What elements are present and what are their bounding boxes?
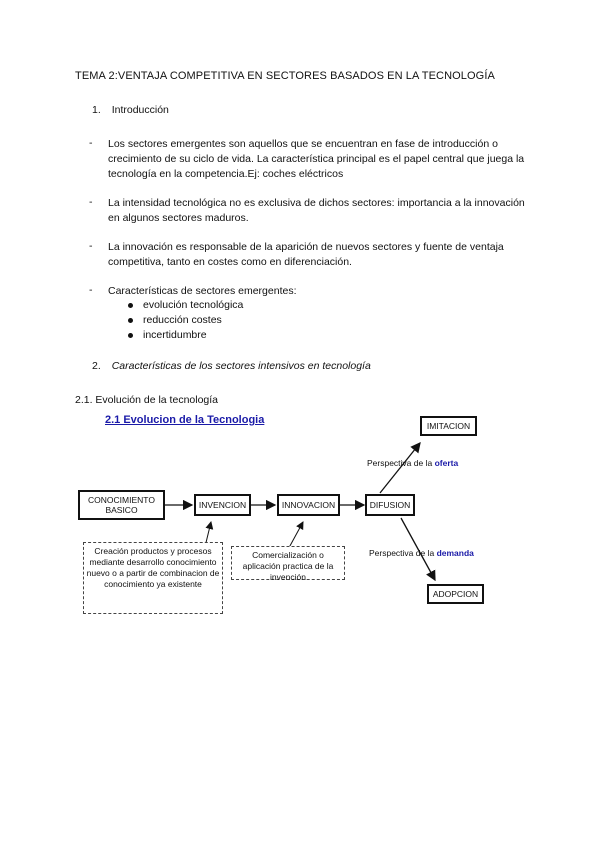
perspectiva-demanda-prefix: Perspectiva de la — [369, 548, 435, 558]
section-1-heading — [92, 104, 169, 116]
bullet-4: Características de sectores emergentes: — [108, 285, 297, 297]
bullet-dot-icon — [128, 318, 133, 323]
section-1-label: Introducción — [111, 104, 169, 116]
bullet-1: Los sectores emergentes son aquellos que se encuentran en fase de introducción o crecimiento de su ciclo de vida. La característica principal es el papel central que juega la tecnología en la competencia.Ej: coches eléctricos — [108, 138, 525, 180]
dash-marker: - — [89, 240, 93, 252]
bullet-3: La innovación es responsable de la aparición de nuevos sectores y fuente de ventaja competitiva, tanto en costes como en diferenciación. — [108, 241, 504, 268]
sub-bullet — [128, 328, 207, 343]
perspectiva-demanda-label — [369, 548, 474, 558]
perspectiva-oferta-prefix: Perspectiva de la — [367, 458, 433, 468]
perspectiva-oferta-label — [367, 458, 458, 468]
diagram-arrows — [75, 408, 495, 658]
dash-marker: - — [89, 196, 93, 208]
box-invencion: INVENCION — [194, 494, 251, 516]
perspectiva-oferta-word: oferta — [434, 458, 459, 468]
sub-bullet — [128, 313, 222, 328]
sub-bullet-text: incertidumbre — [143, 329, 207, 341]
document-title: TEMA 2:VENTAJA COMPETITIVA EN SECTORES BASADOS EN LA TECNOLOGÍA — [75, 70, 495, 82]
sub-bullet — [128, 298, 243, 313]
note-invencion: Creación productos y procesos mediante desarrollo conocimiento nuevo o a partir de combinacion de conocimiento ya existente — [83, 542, 223, 614]
subsection-heading: 2.1. Evolución de la tecnología — [75, 394, 219, 406]
box-adopcion: ADOPCION — [427, 584, 484, 604]
diagram-title: 2.1 Evolucion de la Tecnologia — [105, 414, 265, 426]
perspectiva-demanda-word: demanda — [436, 548, 474, 558]
section-2-label: Características de los sectores intensivos en tecnología — [111, 360, 371, 372]
dash-marker: - — [89, 284, 93, 296]
technology-evolution-diagram — [75, 408, 495, 658]
section-2-heading — [92, 360, 371, 372]
section-1-number: 1. — [92, 104, 101, 116]
box-imitacion: IMITACION — [420, 416, 477, 436]
bullet-2: La intensidad tecnológica no es exclusiva de dichos sectores: importancia a la innovación en algunos sectores maduros. — [108, 197, 525, 224]
box-difusion: DIFUSION — [365, 494, 415, 516]
bullet-dot-icon — [128, 333, 133, 338]
box-innovacion: INNOVACION — [277, 494, 340, 516]
dash-marker: - — [89, 137, 93, 149]
arrow-difusion-imitacion — [380, 443, 420, 493]
note-innovacion: Comercialización o aplicación practica de la invención — [231, 546, 345, 580]
section-2-number: 2. — [92, 360, 101, 372]
bullet-dot-icon — [128, 303, 133, 308]
sub-bullet-text: evolución tecnológica — [143, 299, 244, 311]
sub-bullet-text: reducción costes — [143, 314, 222, 326]
box-conocimiento-basico: CONOCIMIENTO BASICO — [78, 490, 165, 520]
